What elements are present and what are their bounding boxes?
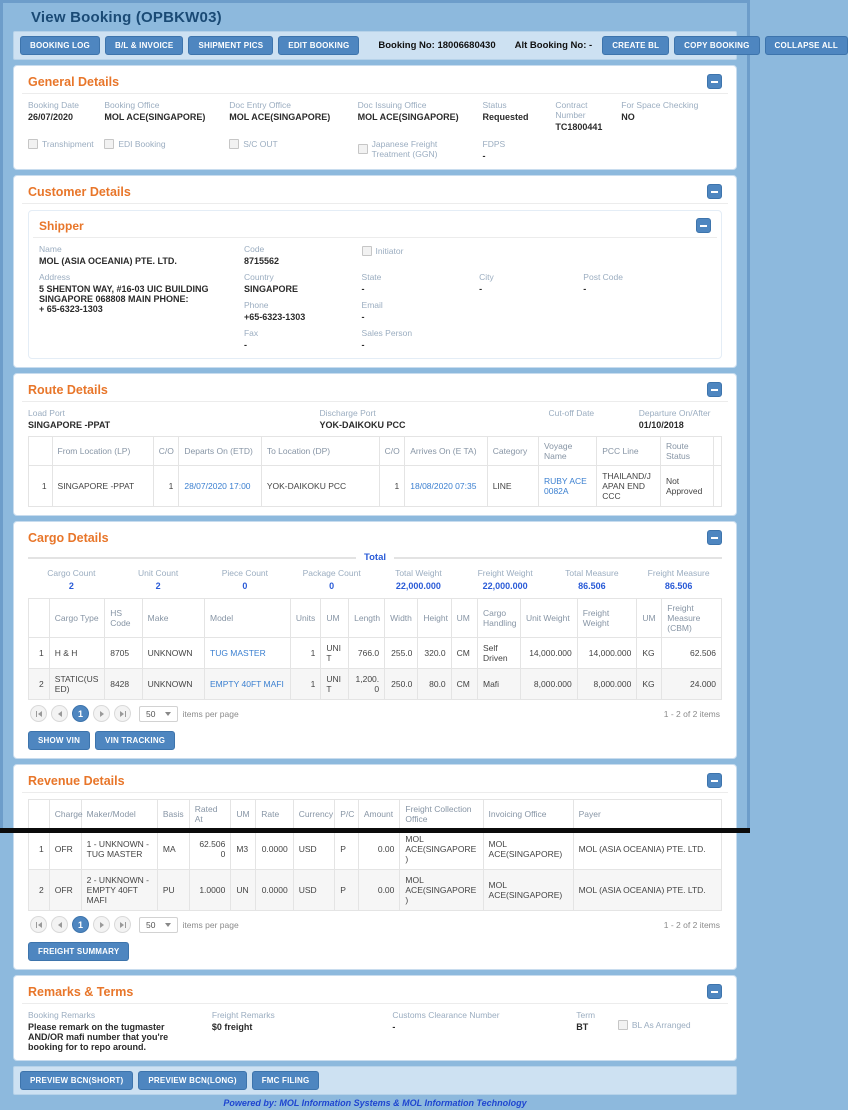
cell-amount: 0.00 — [358, 870, 400, 911]
cell-um: M3 — [231, 829, 256, 870]
minus-icon — [711, 991, 718, 993]
col-header: Charge — [49, 800, 81, 829]
prev-page-icon — [58, 922, 62, 928]
items-per-page-label: items per page — [182, 708, 239, 719]
cell-um: UNIT — [321, 669, 349, 700]
cell-um: CM — [451, 638, 477, 669]
cargo-collapse-button[interactable] — [707, 530, 722, 545]
prev-page-icon — [58, 711, 62, 717]
customer-details-title: Customer Details — [28, 184, 131, 199]
total-cargo-count: Cargo Count 2 — [47, 568, 96, 591]
col-header: C/O — [379, 437, 405, 466]
field-status: Status Requested — [482, 100, 529, 122]
field-cutoff-date: Cut-off Date — [548, 408, 595, 418]
cell-pc: P — [335, 829, 359, 870]
cell-unit-weight: 14,000.000 — [520, 638, 577, 669]
col-header: Units — [290, 599, 320, 638]
next-page-button[interactable] — [93, 916, 110, 933]
col-header: Currency — [293, 800, 335, 829]
remarks-collapse-button[interactable] — [707, 984, 722, 999]
field-for-space-checking: For Space Checking NO — [621, 100, 699, 122]
col-header: UM — [637, 599, 662, 638]
col-header: Basis — [157, 800, 189, 829]
cell-width: 250.0 — [385, 669, 418, 700]
cell-height: 320.0 — [418, 638, 451, 669]
col-header: UM — [451, 599, 477, 638]
cell-hs-code: 8428 — [105, 669, 142, 700]
alt-booking-no-label: Alt Booking No: — [514, 40, 587, 51]
route-table-row — [29, 466, 722, 507]
last-page-icon — [120, 922, 124, 928]
field-customs-clearance-number: Customs Clearance Number - — [392, 1010, 500, 1032]
bl-as-arranged-checkbox[interactable]: BL As Arranged — [618, 1020, 722, 1030]
page-title: View Booking (OPBKW03) — [31, 9, 222, 26]
revenue-pager — [28, 911, 722, 935]
field-load-port: Load Port SINGAPORE -PPAT — [28, 408, 111, 430]
current-page-button[interactable]: 1 — [72, 705, 89, 722]
cell-freight-weight: 8,000.000 — [577, 669, 637, 700]
edi-booking-checkbox[interactable]: EDI Booking — [104, 139, 223, 149]
cell-co: 1 — [153, 466, 179, 507]
cell-um: CM — [451, 669, 477, 700]
cell-height: 80.0 — [418, 669, 451, 700]
booking-no-label: Booking No: — [378, 40, 435, 51]
minus-icon — [711, 81, 718, 83]
create-bl-button[interactable]: CREATE BL — [602, 36, 669, 55]
initiator-checkbox[interactable]: Initiator — [362, 246, 480, 256]
checkbox-icon[interactable] — [104, 139, 114, 149]
top-toolbar — [13, 31, 838, 60]
transhipment-checkbox[interactable]: Transhipment — [28, 139, 98, 149]
col-header: Model — [205, 599, 291, 638]
col-header: Category — [487, 437, 538, 466]
page-size-select[interactable]: 50 — [139, 917, 178, 933]
general-details-title: General Details — [28, 74, 120, 89]
cell-um: UN — [231, 870, 256, 911]
cell-category: LINE — [487, 466, 538, 507]
model-link[interactable]: EMPTY 40FT MAFI — [210, 679, 284, 689]
cell-row-index: 1 — [29, 829, 50, 870]
checkbox-icon[interactable] — [358, 144, 368, 154]
cell-co: 1 — [379, 466, 405, 507]
shipment-pics-button[interactable]: SHIPMENT PICS — [188, 36, 273, 55]
field-shipper-phone: Phone +65-6323-1303 — [243, 300, 306, 322]
cell-cargo-handling: Mafi — [477, 669, 520, 700]
field-shipper-state: State - — [361, 272, 382, 294]
minus-icon — [711, 780, 718, 782]
col-header: Cargo Type — [49, 599, 104, 638]
cargo-table-row — [29, 669, 722, 700]
copy-booking-button[interactable]: COPY BOOKING — [674, 36, 759, 55]
col-header: Arrives On (E TA) — [405, 437, 487, 466]
total-freight-weight: Freight Weight 22,000.000 — [477, 568, 533, 591]
checkbox-icon[interactable] — [28, 139, 38, 149]
remarks-terms-section — [13, 975, 737, 1061]
cell-freight-collection-office: MOL ACE(SINGAPORE) — [400, 829, 483, 870]
field-shipper-country: Country SINGAPORE — [243, 272, 298, 294]
field-shipper-post-code: Post Code - — [583, 272, 623, 294]
cell-um: KG — [637, 638, 662, 669]
alt-booking-no — [515, 40, 593, 51]
cell-maker-model: 1 - UNKNOWN - TUG MASTER — [81, 829, 157, 870]
revenue-table-row — [29, 870, 722, 911]
field-shipper-name: Name MOL (ASIA OCEANIA) PTE. LTD. — [39, 244, 177, 266]
cell-row-index: 1 — [29, 466, 53, 507]
cell-rated-at: 1.0000 — [189, 870, 231, 911]
col-header: Make — [142, 599, 204, 638]
col-header: Maker/Model — [81, 800, 157, 829]
field-booking-date: Booking Date 26/07/2020 — [28, 100, 80, 122]
shipper-collapse-button[interactable] — [696, 218, 711, 233]
revenue-table-row — [29, 829, 722, 870]
col-header: Freight Weight — [577, 599, 637, 638]
prev-page-button[interactable] — [51, 916, 68, 933]
cell-cargo-type: STATIC(USED) — [49, 669, 104, 700]
freight-summary-button[interactable]: FREIGHT SUMMARY — [28, 942, 129, 961]
col-header — [29, 599, 50, 638]
col-header: HS Code — [105, 599, 142, 638]
items-per-page-label: items per page — [182, 919, 239, 930]
col-header: Voyage Name — [538, 437, 596, 466]
total-measure: Total Measure 86.506 — [565, 568, 619, 591]
cell-amount: 0.00 — [358, 829, 400, 870]
next-page-icon — [100, 711, 104, 717]
show-vin-button[interactable]: SHOW VIN — [28, 731, 90, 750]
booking-no — [378, 40, 495, 51]
col-header: Amount — [358, 800, 400, 829]
general-details-section — [13, 65, 737, 170]
minus-icon — [711, 389, 718, 391]
route-details-title: Route Details — [28, 382, 108, 397]
field-shipper-sales-person: Sales Person - — [361, 328, 413, 350]
departs-on-link[interactable]: 28/07/2020 17:00 — [184, 481, 251, 491]
col-header: Rate — [256, 800, 293, 829]
col-header: Width — [385, 599, 418, 638]
field-shipper-city: City - — [479, 272, 494, 294]
total-label: Total — [364, 552, 386, 563]
col-header: From Location (LP) — [52, 437, 153, 466]
cargo-pager — [28, 700, 722, 724]
cell-length: 766.0 — [349, 638, 385, 669]
cell-unit-weight: 8,000.000 — [520, 669, 577, 700]
total-unit-count: Unit Count 2 — [138, 568, 179, 591]
preview-bcn-short-button[interactable]: PREVIEW BCN(SHORT) — [20, 1071, 133, 1090]
col-header: Height — [418, 599, 451, 638]
total-piece-count: Piece Count 0 — [221, 568, 269, 591]
route-table-header-row — [29, 437, 722, 466]
field-discharge-port: Discharge Port YOK-DAIKOKU PCC — [319, 408, 406, 430]
cargo-table — [28, 598, 722, 700]
last-page-button[interactable] — [114, 916, 131, 933]
cell-rated-at: 62.5060 — [189, 829, 231, 870]
cell-charge: OFR — [49, 829, 81, 870]
col-header: Rated At — [189, 800, 231, 829]
next-page-icon — [100, 922, 104, 928]
current-page-button[interactable]: 1 — [72, 916, 89, 933]
total-freight-measure: Freight Measure 86.506 — [647, 568, 710, 591]
cell-maker-model: 2 - UNKNOWN - EMPTY 40FT MAFI — [81, 870, 157, 911]
col-header: Payer — [573, 800, 721, 829]
revenue-collapse-button[interactable] — [707, 773, 722, 788]
col-header: UM — [231, 800, 256, 829]
field-booking-office: Booking Office MOL ACE(SINGAPORE) — [104, 100, 206, 122]
bottom-bar — [0, 828, 750, 833]
col-header: Departs On (ETD) — [179, 437, 261, 466]
last-page-icon — [120, 711, 124, 717]
field-shipper-code: Code 8715562 — [243, 244, 279, 266]
route-details-section — [13, 373, 737, 516]
cell-hs-code: 8705 — [105, 638, 142, 669]
shipper-section — [28, 210, 722, 359]
field-contract-number: Contract Number TC1800441 — [555, 100, 603, 132]
cell-charge: OFR — [49, 870, 81, 911]
cell-basis: MA — [157, 829, 189, 870]
col-header: Freight Collection Office — [400, 800, 483, 829]
cell-pc: P — [335, 870, 359, 911]
voyage-name-link[interactable]: RUBY ACE 0082A — [543, 476, 587, 496]
japanese-freight-treatment-checkbox[interactable]: Japanese Freight Treatment (GGN) — [358, 139, 477, 159]
arrives-on-link[interactable]: 18/08/2020 07:35 — [410, 481, 477, 491]
total-divider — [28, 552, 722, 563]
minus-icon — [711, 537, 718, 539]
cell-basis: PU — [157, 870, 189, 911]
field-shipper-address: Address 5 SHENTON WAY, #16-03 UIC BUILDING SINGAPORE 068808 MAIN PHONE: + 65-6323-1303 — [39, 272, 209, 314]
col-header: Cargo Handling — [477, 599, 520, 638]
cargo-table-header-row — [29, 599, 722, 638]
col-header: Length — [349, 599, 385, 638]
cell-freight-measure: 62.506 — [662, 638, 722, 669]
booking-log-button[interactable]: BOOKING LOG — [20, 36, 100, 55]
general-collapse-button[interactable] — [707, 74, 722, 89]
col-header — [29, 437, 53, 466]
total-weight: Total Weight 22,000.000 — [395, 568, 442, 591]
cell-cargo-handling: Self Driven — [477, 638, 520, 669]
last-page-button[interactable] — [114, 705, 131, 722]
field-departure-on-after: Departure On/After 01/10/2018 — [638, 408, 711, 430]
footer-credit: Powered by: MOL Information Systems & MOL Information Technology — [223, 1098, 527, 1108]
col-header: PCC Line — [597, 437, 661, 466]
col-header — [713, 437, 721, 466]
col-header: C/O — [153, 437, 179, 466]
next-page-button[interactable] — [93, 705, 110, 722]
booking-no-value: 18006680430 — [437, 40, 496, 51]
cell-length: 1,200.0 — [349, 669, 385, 700]
col-header: To Location (DP) — [261, 437, 379, 466]
chevron-down-icon — [165, 923, 171, 927]
model-link[interactable]: TUG MASTER — [210, 648, 266, 658]
cargo-details-section — [13, 521, 737, 759]
cell-rate: 0.0000 — [256, 829, 293, 870]
total-package-count: Package Count 0 — [302, 568, 361, 591]
chevron-down-icon — [165, 712, 171, 716]
col-header: Freight Measure (CBM) — [662, 599, 722, 638]
route-table — [28, 436, 722, 507]
cell-make: UNKNOWN — [142, 638, 204, 669]
customer-details-section — [13, 175, 737, 368]
vin-tracking-button[interactable]: VIN TRACKING — [95, 731, 175, 750]
route-collapse-button[interactable] — [707, 382, 722, 397]
cell-payer: MOL (ASIA OCEANIA) PTE. LTD. — [573, 829, 721, 870]
col-header: UM — [321, 599, 349, 638]
revenue-details-section — [13, 764, 737, 970]
first-page-button[interactable] — [30, 916, 47, 933]
page-range-label: 1 - 2 of 2 items — [663, 708, 720, 719]
first-page-icon — [38, 922, 42, 928]
cell-units: 1 — [290, 638, 320, 669]
field-doc-entry-office: Doc Entry Office MOL ACE(SINGAPORE) — [229, 100, 331, 122]
cell-to-location: YOK-DAIKOKU PCC — [261, 466, 379, 507]
cell-pcc-line: THAILAND/JAPAN END CCC — [597, 466, 661, 507]
revenue-details-title: Revenue Details — [28, 773, 125, 788]
first-page-icon — [38, 711, 42, 717]
cell-route-status: Not Approved — [660, 466, 713, 507]
field-doc-issuing-office: Doc Issuing Office MOL ACE(SINGAPORE) — [357, 100, 459, 122]
field-term: Term BT — [576, 1010, 596, 1032]
page-range-label: 1 - 2 of 2 items — [663, 919, 720, 930]
sc-out-checkbox[interactable]: S/C OUT — [229, 139, 351, 149]
edit-booking-button[interactable]: EDIT BOOKING — [278, 36, 359, 55]
col-header: Invoicing Office — [483, 800, 573, 829]
checkbox-icon[interactable] — [362, 246, 372, 256]
cargo-details-title: Cargo Details — [28, 530, 109, 545]
field-freight-remarks: Freight Remarks $0 freight — [211, 1010, 275, 1032]
checkbox-icon[interactable] — [618, 1020, 628, 1030]
cell-currency: USD — [293, 829, 335, 870]
collapse-all-button[interactable]: COLLAPSE ALL — [765, 36, 848, 55]
cell-row-index: 1 — [29, 638, 50, 669]
minus-icon — [711, 191, 718, 193]
field-shipper-email: Email - — [361, 300, 383, 322]
first-page-button[interactable] — [30, 705, 47, 722]
field-booking-remarks: Booking Remarks Please remark on the tugmaster AND/OR mafi number that you're booking for to repo around. — [28, 1010, 169, 1052]
cargo-table-row — [29, 638, 722, 669]
checkbox-icon[interactable] — [229, 139, 239, 149]
cell-row-index: 2 — [29, 870, 50, 911]
fmc-filing-button[interactable]: FMC FILING — [252, 1071, 320, 1090]
cell-um: UNIT — [321, 638, 349, 669]
cell-invoicing-office: MOL ACE(SINGAPORE) — [483, 870, 573, 911]
bottom-toolbar — [13, 1066, 737, 1095]
cell-freight-weight: 14,000.000 — [577, 638, 637, 669]
field-shipper-fax: Fax - — [243, 328, 259, 350]
bl-invoice-button[interactable]: B/L & INVOICE — [105, 36, 183, 55]
page-size-select[interactable]: 50 — [139, 706, 178, 722]
cell-units: 1 — [290, 669, 320, 700]
cell-currency: USD — [293, 870, 335, 911]
cell-cargo-type: H & H — [49, 638, 104, 669]
prev-page-button[interactable] — [51, 705, 68, 722]
remarks-terms-title: Remarks & Terms — [28, 984, 134, 999]
cell-freight-measure: 24.000 — [662, 669, 722, 700]
cell-empty — [713, 466, 721, 507]
customer-collapse-button[interactable] — [707, 184, 722, 199]
cell-payer: MOL (ASIA OCEANIA) PTE. LTD. — [573, 870, 721, 911]
col-header — [29, 800, 50, 829]
alt-booking-no-value: - — [589, 40, 593, 51]
field-fdps: FDPS - — [482, 139, 506, 161]
shipper-title: Shipper — [39, 218, 84, 233]
col-header: Unit Weight — [520, 599, 577, 638]
cell-invoicing-office: MOL ACE(SINGAPORE) — [483, 829, 573, 870]
cell-make: UNKNOWN — [142, 669, 204, 700]
col-header: P/C — [335, 800, 359, 829]
cell-row-index: 2 — [29, 669, 50, 700]
cargo-totals — [28, 568, 722, 591]
cell-width: 255.0 — [385, 638, 418, 669]
revenue-table-header-row — [29, 800, 722, 829]
cell-from-location: SINGAPORE -PPAT — [52, 466, 153, 507]
cell-um: KG — [637, 669, 662, 700]
col-header: Route Status — [660, 437, 713, 466]
cell-rate: 0.0000 — [256, 870, 293, 911]
revenue-table — [28, 799, 722, 911]
minus-icon — [700, 225, 707, 227]
cell-freight-collection-office: MOL ACE(SINGAPORE) — [400, 870, 483, 911]
preview-bcn-long-button[interactable]: PREVIEW BCN(LONG) — [138, 1071, 246, 1090]
